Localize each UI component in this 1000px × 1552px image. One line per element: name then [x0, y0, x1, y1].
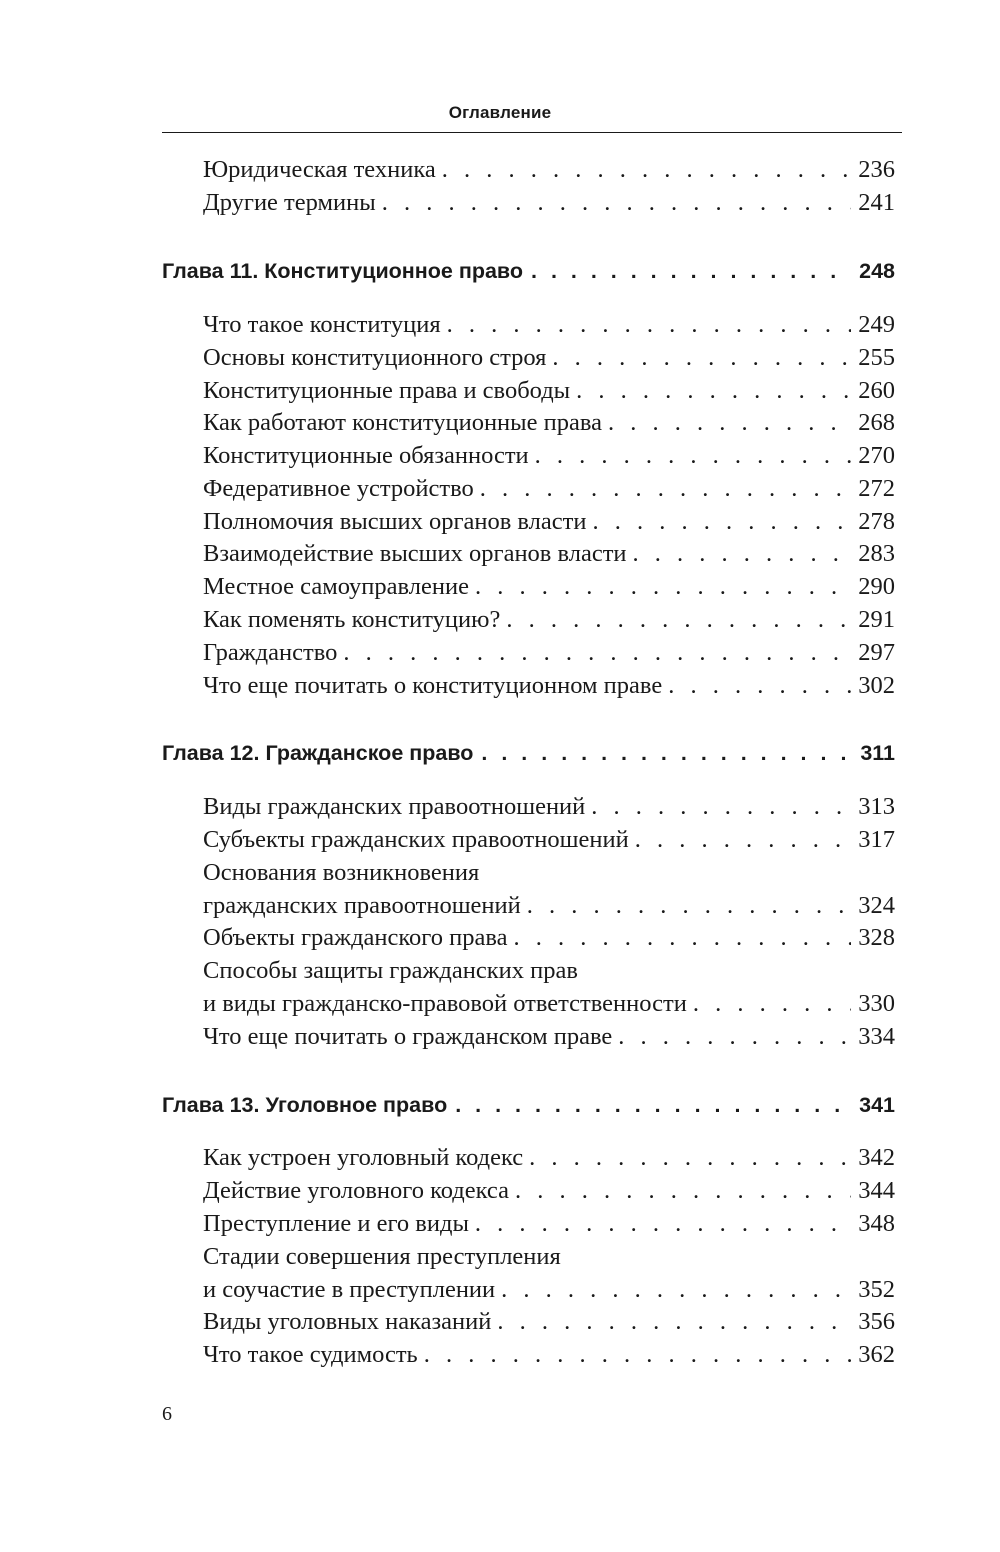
dot-leader [515, 1175, 851, 1207]
chapter-title: Глава 12. Гражданское право [162, 741, 474, 765]
toc-entry [203, 1274, 895, 1306]
toc-entry-page: 362 [858, 1341, 895, 1368]
chapter-page: 248 [859, 259, 895, 283]
chapter-page: 341 [859, 1093, 895, 1117]
toc-entry-page: 272 [858, 475, 895, 502]
toc-entry [203, 571, 895, 603]
toc-entry-title: Конституционные права и свободы [203, 377, 571, 404]
toc-entry-page: 236 [858, 156, 895, 183]
toc-entry-title-line1: Способы защиты гражданских прав [203, 957, 578, 984]
dot-leader [497, 1306, 851, 1338]
toc-entry [203, 375, 895, 407]
toc-entry-page: 334 [858, 1023, 895, 1050]
dot-leader [635, 824, 851, 856]
toc-entry [203, 1208, 895, 1240]
toc-entry-page: 291 [858, 606, 895, 633]
toc-entry-page: 290 [858, 573, 895, 600]
chapter-page: 311 [860, 741, 895, 765]
toc-entry-title: Федеративное устройство [203, 475, 474, 502]
toc-entry [203, 1142, 895, 1174]
toc-entry-title: Другие термины [203, 189, 376, 216]
toc-entry [203, 637, 895, 669]
dot-leader [633, 538, 851, 570]
toc-entry [203, 890, 895, 922]
toc-entry-page: 268 [858, 409, 895, 436]
toc-entry [203, 922, 895, 954]
toc-entry-page: 297 [858, 639, 895, 666]
toc-entry-title-line1: Стадии совершения преступления [203, 1243, 561, 1270]
toc-entry [203, 187, 895, 219]
toc-entry-title: и соучастие в преступлении [203, 1276, 496, 1303]
toc-entry-title: Действие уголовного кодекса [203, 1177, 509, 1204]
toc-entry-page: 344 [858, 1177, 895, 1204]
toc-entry-title: Виды уголовных наказаний [203, 1308, 492, 1335]
toc-entry-title: Основы конституционного строя [203, 344, 547, 371]
toc-entry [203, 440, 895, 472]
toc-entry [203, 538, 895, 570]
toc-entry-page: 283 [858, 540, 895, 567]
dot-leader [693, 988, 851, 1020]
dot-leader [668, 670, 851, 702]
toc-chapter-13 [162, 1089, 895, 1121]
dot-leader [480, 473, 851, 505]
toc-entry-title: Как поменять конституцию? [203, 606, 501, 633]
toc-entry-page: 260 [858, 377, 895, 404]
toc-entry-title: Объекты гражданского права [203, 924, 508, 951]
toc-entry [203, 791, 895, 823]
toc-entry [203, 154, 895, 186]
running-head: Оглавление [448, 103, 552, 122]
toc-entry-page: 255 [858, 344, 895, 371]
chapter-title: Глава 11. Конституционное право [162, 259, 523, 283]
toc-entry-title: гражданских правоотношений [203, 892, 521, 919]
toc-entry-title: Что такое конституция [203, 311, 441, 338]
toc-entry-page: 328 [858, 924, 895, 951]
dot-leader [618, 1021, 851, 1053]
toc-entry-page: 278 [858, 508, 895, 535]
toc-entry [203, 824, 895, 856]
toc-entry [203, 342, 895, 374]
toc-entry [203, 604, 895, 636]
toc-entry [203, 670, 895, 702]
toc-entry-page: 348 [858, 1210, 895, 1237]
toc-entry-page: 352 [858, 1276, 895, 1303]
dot-leader [591, 791, 851, 823]
dot-leader [481, 737, 851, 769]
toc-entry-page: 270 [858, 442, 895, 469]
dot-leader [475, 571, 851, 603]
dot-leader [447, 309, 851, 341]
dot-leader [475, 1208, 851, 1240]
toc-chapter-11 [162, 255, 895, 287]
dot-leader [535, 440, 851, 472]
toc-entry [203, 407, 895, 439]
dot-leader [455, 1089, 851, 1121]
page-number: 6 [162, 1403, 172, 1425]
header-rule [162, 132, 902, 133]
toc-entry [203, 1339, 895, 1371]
toc-entry-title: Юридическая техника [203, 156, 436, 183]
dot-leader [592, 506, 851, 538]
toc-entry-page: 241 [858, 189, 895, 216]
toc-entry [203, 988, 895, 1020]
toc-entry [203, 309, 895, 341]
toc-entry-title: Гражданство [203, 639, 338, 666]
toc-entry-title: Конституционные обязанности [203, 442, 529, 469]
toc-entry-page: 330 [858, 990, 895, 1017]
dot-leader [576, 375, 851, 407]
chapter-title: Глава 13. Уголовное право [162, 1093, 448, 1117]
toc-entry-page: 302 [858, 672, 895, 699]
dot-leader [382, 187, 851, 219]
toc-entry [203, 1306, 895, 1338]
toc-entry [203, 473, 895, 505]
toc-entry-title: Виды гражданских правоотношений [203, 793, 586, 820]
toc-entry [203, 506, 895, 538]
toc-entry-title: Полномочия высших органов власти [203, 508, 587, 535]
toc-entry-title: Что еще почитать о конституционном праве [203, 672, 663, 699]
toc-entry-page: 313 [858, 793, 895, 820]
toc-entry-page: 342 [858, 1144, 895, 1171]
dot-leader [513, 922, 851, 954]
dot-leader [552, 342, 851, 374]
toc-entry-title: Местное самоуправление [203, 573, 469, 600]
toc-entry-title-line1: Основания возникновения [203, 859, 480, 886]
toc-entry-page: 324 [858, 892, 895, 919]
dot-leader [506, 604, 851, 636]
dot-leader [343, 637, 851, 669]
dot-leader [529, 1142, 851, 1174]
toc-entry-title: Как работают конституционные права [203, 409, 602, 436]
toc-entry-title: Преступление и его виды [203, 1210, 469, 1237]
toc-entry-title: и виды гражданско-правовой ответственности [203, 990, 687, 1017]
toc-entry-page: 317 [858, 826, 895, 853]
toc-entry-page: 249 [858, 311, 895, 338]
toc-entry-title: Что еще почитать о гражданском праве [203, 1023, 613, 1050]
toc-entry [203, 1175, 895, 1207]
toc-entry-title: Взаимодействие высших органов власти [203, 540, 627, 567]
toc-entry-title: Что такое судимость [203, 1341, 418, 1368]
dot-leader [424, 1339, 851, 1371]
dot-leader [531, 255, 851, 287]
toc-entry-title: Как устроен уголовный кодекс [203, 1144, 524, 1171]
toc-entry-title: Субъекты гражданских правоотношений [203, 826, 629, 853]
toc-chapter-12 [162, 737, 895, 769]
dot-leader [501, 1274, 851, 1306]
toc-entry-page: 356 [858, 1308, 895, 1335]
dot-leader [442, 154, 851, 186]
dot-leader [527, 890, 851, 922]
toc-entry [203, 1021, 895, 1053]
dot-leader [608, 407, 851, 439]
